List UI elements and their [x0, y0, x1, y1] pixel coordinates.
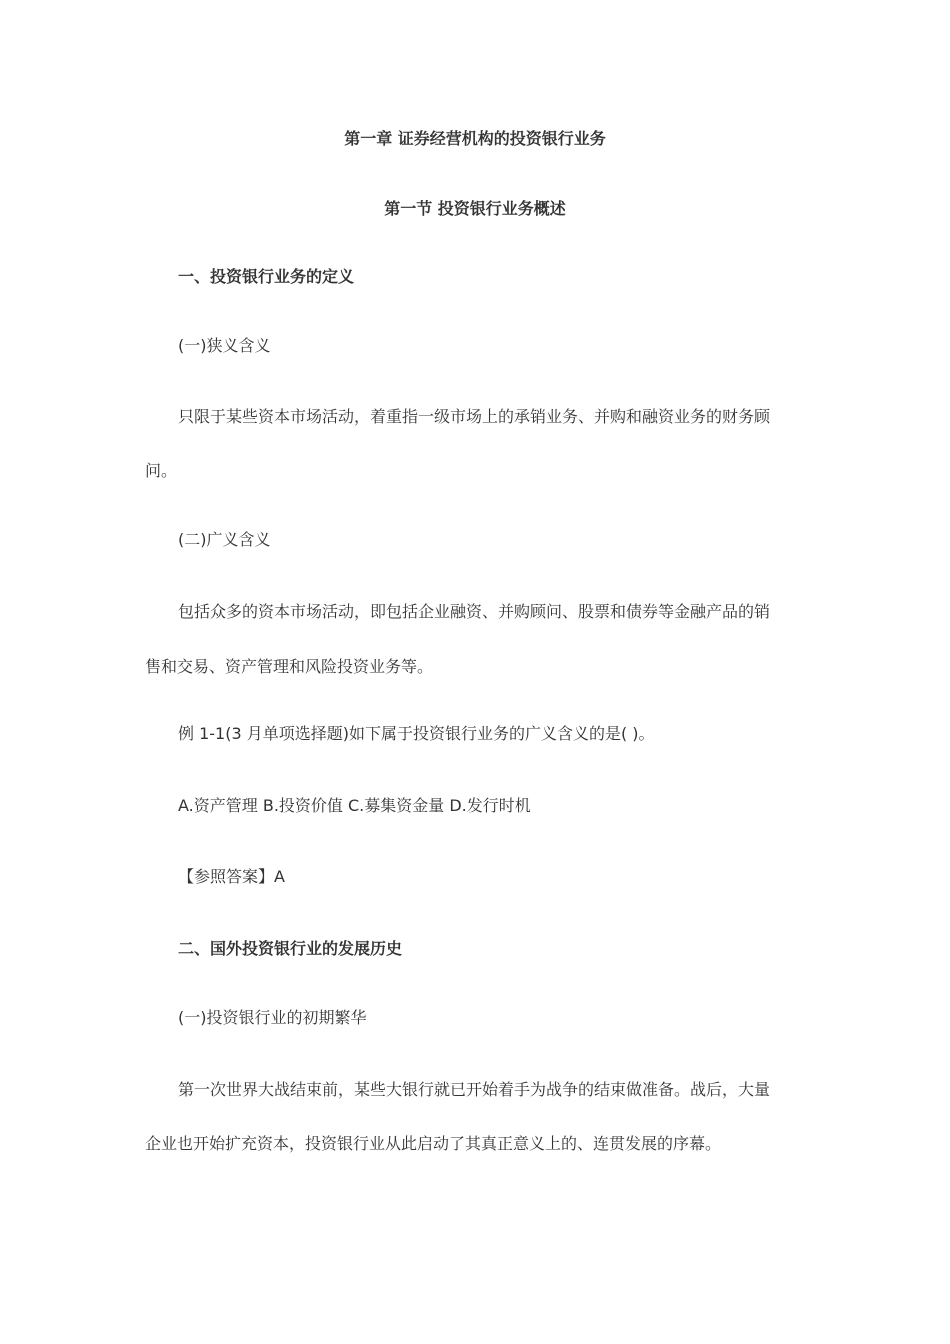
paragraph-broad-line-1: 包括众多的资本市场活动，即包括企业融资、并购顾问、股票和债券等金融产品的销 — [178, 602, 771, 621]
subheading-early-prosperity: (一)投资银行业的初期繁华 — [178, 1008, 367, 1027]
example-answer: 【参照答案】A — [178, 867, 285, 886]
heading-definition: 一、投资银行业务的定义 — [178, 267, 355, 286]
paragraph-narrow-line-1: 只限于某些资本市场活动，着重指一级市场上的承销业务、并购和融资业务的财务顾 — [178, 407, 771, 426]
paragraph-history-line-2: 企业也开始扩充资本，投资银行业从此启动了其真正意义上的、连贯发展的序幕。 — [145, 1134, 722, 1153]
section-title: 第一节 投资银行业务概述 — [384, 199, 566, 218]
subheading-broad-meaning: (二)广义含义 — [178, 530, 271, 549]
example-question: 例 1-1(3 月单项选择题)如下属于投资银行业务的广义含义的是( )。 — [178, 724, 655, 743]
example-options: A.资产管理 B.投资价值 C.募集资金量 D.发行时机 — [178, 796, 531, 815]
heading-history: 二、国外投资银行业的发展历史 — [178, 939, 403, 958]
paragraph-history-line-1: 第一次世界大战结束前，某些大银行就已开始着手为战争的结束做准备。战后，大量 — [178, 1080, 771, 1099]
chapter-title: 第一章 证券经营机构的投资银行业务 — [344, 129, 606, 148]
paragraph-broad-line-2: 售和交易、资产管理和风险投资业务等。 — [145, 657, 434, 676]
paragraph-narrow-line-2: 问。 — [145, 461, 178, 480]
subheading-narrow-meaning: (一)狭义含义 — [178, 336, 271, 355]
